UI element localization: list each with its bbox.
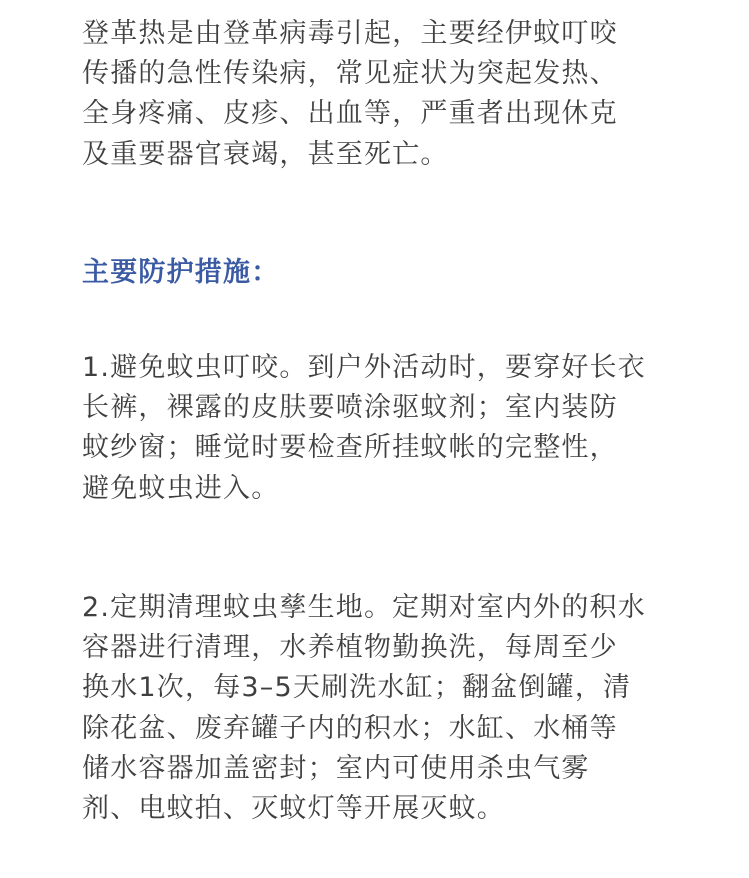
measure-line: 蚊纱窗；睡觉时要检查所挂蚊帐的完整性， — [82, 432, 618, 464]
section-heading-text: 主要防护措施： — [82, 257, 280, 288]
measure-item-2 — [82, 588, 646, 829]
measure-line: 容器进行清理，水养植物勤换洗，每周至少 — [82, 632, 618, 664]
measure-line: 长裤，裸露的皮肤要喷涂驱蚊剂；室内装防 — [82, 392, 618, 424]
measure-line: 换水1次，每3–5天刷洗水缸；翻盆倒罐，清 — [82, 672, 632, 704]
intro-line: 全身疼痛、皮疹、出血等，严重者出现休克 — [82, 98, 618, 130]
measure-line: 2.定期清理蚊虫孳生地。定期对室内外的积水 — [82, 592, 646, 623]
measure-item-1 — [82, 348, 646, 509]
intro-paragraph — [82, 14, 618, 175]
measure-line: 剂、电蚊拍、灭蚊灯等开展灭蚊。 — [82, 793, 505, 825]
intro-line: 登革热是由登革病毒引起，主要经伊蚊叮咬 — [82, 18, 618, 49]
measure-line: 除花盆、废弃罐子内的积水；水缸、水桶等 — [82, 712, 618, 744]
intro-line: 传播的急性传染病，常见症状为突起发热、 — [82, 58, 618, 90]
measure-line: 避免蚊虫进入。 — [82, 472, 280, 504]
section-heading — [82, 253, 279, 293]
intro-line: 及重要器官衰竭，甚至死亡。 — [82, 138, 449, 170]
measure-line: 1.避免蚊虫叮咬。到户外活动时，要穿好长衣 — [82, 352, 646, 383]
measure-line: 储水容器加盖密封；室内可使用杀虫气雾 — [82, 752, 590, 784]
